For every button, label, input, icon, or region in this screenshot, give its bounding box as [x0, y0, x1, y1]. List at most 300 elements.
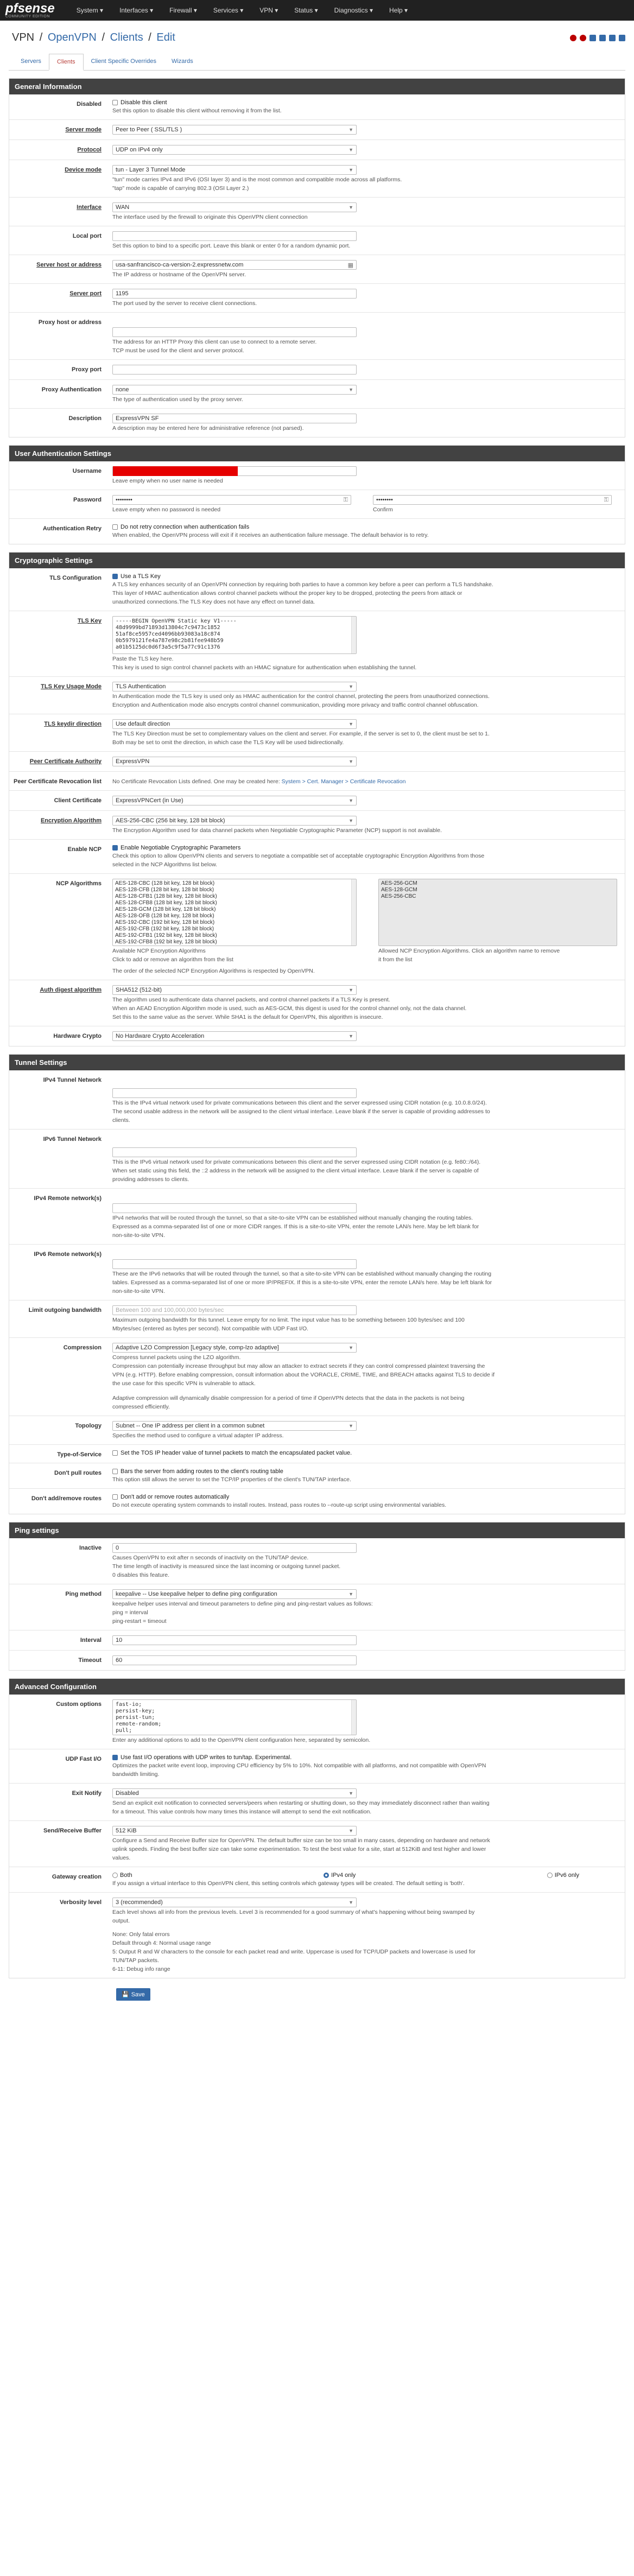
help-text: A TLS key enhances security of an OpenVPN connection by requiring both parties to have a common key before a peer can perform a TLS handshake. — [112, 581, 493, 588]
help-text: When enabled, the OpenVPN process will exit if it receives an authentication failure message. The default behavior is to retry. — [112, 532, 429, 538]
select-value: No Hardware Crypto Acceleration — [116, 1033, 205, 1039]
chevron-down-icon: ▼ — [348, 987, 353, 993]
chevron-down-icon: ▼ — [348, 721, 353, 727]
nav-menu-item[interactable]: System ▾ — [76, 7, 104, 14]
input-value: usa-sanfrancisco-ca-version-2.expressnetw.com — [116, 262, 244, 268]
help-text: 6-11: Debug info range — [112, 1966, 170, 1972]
nav-menu-item[interactable]: Interfaces ▾ — [119, 7, 154, 14]
field-label: Server mode — [65, 126, 102, 133]
help-text: Leave empty when no password is needed — [112, 506, 221, 513]
buffer-select[interactable] — [112, 1826, 357, 1836]
digest-select[interactable] — [112, 985, 357, 995]
autofill-icon: ▦ — [347, 262, 353, 269]
udp-fastio-checkbox[interactable] — [112, 1755, 118, 1760]
key-icon: ⚿ — [343, 496, 348, 503]
help-text: Adaptive compression will dynamically disable compression for a period of time if OpenVPN detects that the data in the packets is not being — [112, 1395, 465, 1401]
nav-menu-item[interactable]: VPN ▾ — [259, 7, 278, 14]
list-item: AES-128-CFB1 (128 bit key, 128 bit block) — [115, 893, 217, 899]
select-value: 3 (recommended) — [116, 1899, 163, 1906]
breadcrumb-vpn: VPN — [12, 31, 35, 43]
help-text: Enter any additional options to add to the OpenVPN client configuration here, separated by semicolon. — [112, 1737, 371, 1743]
ipv6-tunnel-input[interactable] — [112, 1147, 357, 1157]
field-label: Hardware Crypto — [53, 1033, 102, 1039]
input-value: •••••••• — [116, 497, 132, 503]
help-text: The IP address or hostname of the OpenVPN server. — [112, 271, 246, 278]
tls-key-checkbox[interactable] — [112, 574, 118, 579]
select-value: Peer to Peer ( SSL/TLS ) — [116, 126, 182, 133]
field-label: Server port — [69, 290, 102, 297]
help-text: The interface used by the firewall to originate this OpenVPN client connection — [112, 214, 308, 220]
logs-icon[interactable] — [599, 35, 606, 41]
help-text: VPN (e.g. HTTP). Before enabling compression, consult information about the VORACLE, CRIME, TIME, and BREACH attacks against TLS to decide if — [112, 1372, 495, 1378]
checkbox-label: Do not retry connection when authentication fails — [121, 524, 250, 530]
checkbox-label: Don't add or remove routes automatically — [121, 1494, 230, 1500]
help-text: ping-restart = timeout — [112, 1618, 167, 1625]
field-label: Protocol — [77, 147, 102, 153]
help-text: Both may be set to omit the direction, in which case the TLS Key will be used bidirectionally. — [112, 739, 344, 746]
field-label: Enable NCP — [67, 846, 102, 853]
top-navbar — [0, 0, 634, 21]
pfsense-logo[interactable] — [5, 3, 55, 18]
list-item: AES-192-CFB (192 bit key, 128 bit block) — [115, 926, 214, 932]
list-item: AES-256-GCM — [381, 880, 417, 886]
tab-servers[interactable]: Servers — [21, 58, 41, 65]
chevron-down-icon: ▼ — [348, 387, 353, 392]
textarea-line: fast-io; — [116, 1702, 142, 1708]
tls-key-row — [9, 611, 625, 677]
field-label: Compression — [63, 1344, 102, 1351]
ipv6-remote-input[interactable] — [112, 1259, 357, 1269]
help-text: Set this option to disable this client without removing it from the list. — [112, 107, 282, 114]
scrollbar[interactable] — [351, 1700, 356, 1735]
ncp-enable-row — [9, 840, 625, 874]
exit-notify-select[interactable] — [112, 1788, 357, 1798]
panel-title: Ping settings — [9, 1522, 625, 1538]
buffer-row — [9, 1821, 625, 1867]
chevron-down-icon: ▼ — [348, 1791, 353, 1796]
ncp-enable-checkbox[interactable] — [112, 845, 118, 851]
client-cert-row — [9, 791, 625, 811]
interval-input[interactable] — [112, 1635, 357, 1645]
breadcrumb — [12, 31, 175, 44]
username-input[interactable] — [112, 466, 357, 476]
field-label: TLS Key — [77, 618, 102, 624]
gw-ipv4-radio[interactable] — [324, 1873, 329, 1878]
verbosity-row — [9, 1893, 625, 1978]
interval-row — [9, 1630, 625, 1651]
peer-ca-row — [9, 752, 625, 772]
ipv4-tunnel-input[interactable] — [112, 1088, 357, 1098]
nav-menu-item[interactable]: Services ▾ — [213, 7, 244, 14]
help-text: This is the IPv6 virtual network used for private communications between this client and the server expressed using CIDR notation (e.g. fe80::/64). — [112, 1159, 481, 1165]
help-text: keepalive helper uses interval and timeout parameters to define ping and ping-restart values as follows: — [112, 1601, 373, 1607]
proxy-auth-select[interactable] — [112, 385, 357, 395]
textarea-line: pull; — [116, 1728, 132, 1734]
field-label: IPv4 Remote network(s) — [34, 1195, 102, 1202]
field-label: Description — [68, 415, 102, 422]
help-text: In Authentication mode the TLS key is used only as HMAC authentication for the control channel, protecting the peers from unauthorized connections. — [112, 693, 490, 700]
chevron-down-icon: ▼ — [348, 1828, 353, 1833]
field-label: Exit Notify — [72, 1790, 102, 1797]
field-label: Inactive — [79, 1545, 102, 1551]
chevron-down-icon: ▼ — [348, 1900, 353, 1905]
help-text: Send an explicit exit notification to connected servers/peers when restarting or shutting down, so they may immediately disconnect rather than waiting — [112, 1800, 490, 1806]
list-item: AES-128-CFB8 (128 bit key, 128 bit block) — [115, 900, 217, 906]
tab-clients[interactable]: Clients — [49, 54, 84, 71]
select-value: AES-256-CBC (256 bit key, 128 bit block) — [116, 817, 225, 824]
help-text: non-site-to-site VPN. — [112, 1232, 165, 1239]
tls-dir-select[interactable] — [112, 719, 357, 729]
list-item: AES-128-OFB (128 bit key, 128 bit block) — [115, 913, 214, 919]
chevron-down-icon: ▼ — [348, 205, 353, 210]
general-information-panel — [9, 78, 625, 437]
select-value: ExpressVPNCert (in Use) — [116, 797, 183, 804]
list-item: AES-192-CFB8 (192 bit key, 128 bit block) — [115, 939, 217, 945]
tab-wizards[interactable]: Wizards — [171, 58, 193, 65]
field-label: Client Certificate — [54, 797, 102, 804]
field-label: Proxy port — [71, 366, 102, 373]
field-label: Peer Certificate Authority — [29, 758, 102, 765]
tls-key-textarea[interactable] — [112, 616, 357, 654]
hwcrypto-row — [9, 1026, 625, 1046]
panel-title: Advanced Configuration — [9, 1679, 625, 1695]
exit-notify-row — [9, 1784, 625, 1821]
checkbox-label: Enable Negotiable Cryptographic Parameters — [121, 845, 241, 851]
disabled-checkbox[interactable] — [112, 100, 118, 105]
peer-ca-select[interactable] — [112, 757, 357, 766]
redacted-username — [113, 466, 238, 476]
textarea-line: persist-key; — [116, 1708, 155, 1714]
enc-algo-row — [9, 811, 625, 840]
help-text: 5: Output R and W characters to the console for each packet read and write. Uppercase is used for TCP/UDP packets and lowercase is used for — [112, 1949, 476, 1955]
select-value: WAN — [116, 204, 130, 211]
help-text: The TLS Key Direction must be set to complementary values on the client and server. For example, if the server is set to 0, the client must be set to 1. — [112, 731, 490, 737]
list-item: AES-128-CBC (128 bit key, 128 bit block) — [115, 880, 215, 886]
help-text: output. — [112, 1918, 130, 1924]
help-text: This is the IPv4 virtual network used for private communications between this client and the server expressed using CIDR notation (e.g. 10.0.8.0/24). — [112, 1100, 487, 1106]
help-text: Check this option to allow OpenVPN clients and servers to negotiate a compatible set of acceptable cryptographic Encryption Algorithms from those — [112, 853, 485, 859]
pull-routes-row — [9, 1463, 625, 1489]
select-value: UDP on IPv4 only — [116, 147, 163, 153]
logo-sub-text: COMMUNITY EDITION — [5, 14, 50, 18]
field-label: TLS Configuration — [49, 575, 102, 581]
field-label: Proxy Authentication — [41, 386, 102, 393]
password-input[interactable] — [112, 495, 351, 505]
ipv4-tunnel-row — [9, 1070, 625, 1130]
local-port-row — [9, 226, 625, 255]
field-label: Don't pull routes — [54, 1470, 102, 1476]
help-text: This layer of HMAC authentication allows control channel packets without the proper key to be dropped, protecting the peers from attack or — [112, 590, 462, 597]
checkbox-label: Use fast I/O operations with UDP writes to tun/tap. Experimental. — [121, 1754, 292, 1761]
user-auth-panel — [9, 445, 625, 544]
radio-label: Both — [120, 1872, 132, 1879]
logo-main-text: sense — [17, 1, 55, 16]
chevron-down-icon: ▼ — [348, 818, 353, 823]
help-icon[interactable] — [619, 35, 625, 41]
restart-service-icon[interactable] — [570, 35, 576, 41]
help-text: When an AEAD Encryption Algorithm mode is used, such as AES-GCM, this digest is used for the control channel only, not the data channel. — [112, 1005, 467, 1012]
save-label: Save — [131, 1991, 145, 1998]
select-value: Use default direction — [116, 721, 170, 727]
breadcrumb-clients[interactable]: Clients — [110, 31, 143, 43]
field-label: Local port — [72, 233, 102, 239]
select-value: 512 KiB — [116, 1828, 137, 1834]
password-row — [9, 490, 625, 519]
scrollbar[interactable] — [351, 617, 356, 653]
breadcrumb-sep: / — [39, 31, 43, 43]
help-text: ping = interval — [112, 1609, 148, 1616]
breadcrumb-sep: / — [102, 31, 105, 43]
field-label: Gateway creation — [52, 1874, 102, 1880]
status-icon[interactable] — [609, 35, 616, 41]
ncp-algo-row — [9, 874, 625, 980]
ipv4-remote-row — [9, 1189, 625, 1245]
help-text: None: Only fatal errors — [112, 1931, 170, 1938]
textarea-line: 51af8ce5957ced4096bb93083a18c874 — [116, 631, 220, 637]
help-text: Default through 4: Normal usage range — [112, 1940, 211, 1946]
server-host-input[interactable] — [112, 260, 357, 270]
input-value: 10 — [116, 1637, 123, 1644]
input-value: •••••••• — [376, 497, 393, 503]
panel-title: Tunnel Settings — [9, 1055, 625, 1070]
field-label: NCP Algorithms — [56, 880, 102, 887]
timeout-row — [9, 1651, 625, 1670]
nav-menu-item[interactable]: Firewall ▾ — [169, 7, 197, 14]
proxy-port-input[interactable] — [112, 365, 357, 375]
description-input[interactable] — [112, 414, 357, 423]
tab-bar — [9, 54, 625, 71]
tls-dir-row — [9, 714, 625, 752]
help-text: This option still allows the server to set the TCP/IP properties of the client's TUN/TAP interface. — [112, 1476, 351, 1483]
panel-title: User Authentication Settings — [9, 446, 625, 461]
textarea-line: remote-random; — [116, 1721, 162, 1727]
field-label: Auth digest algorithm — [40, 987, 102, 993]
topology-select[interactable] — [112, 1421, 357, 1431]
help-text: bandwidth limiting. — [112, 1771, 160, 1778]
field-label: IPv4 Tunnel Network — [43, 1077, 102, 1083]
interface-select[interactable] — [112, 202, 357, 212]
help-text: Allowed NCP Encryption Algorithms. Click an algorithm name to remove — [378, 948, 560, 954]
help-text: Leave empty when no user name is needed — [112, 478, 223, 484]
field-label: Type-of-Service — [57, 1451, 102, 1458]
tab-client-specific-overrides[interactable]: Client Specific Overrides — [91, 58, 156, 65]
field-label: Custom options — [56, 1701, 102, 1708]
breadcrumb-bar — [0, 21, 634, 49]
textarea-line: 0b5979121fe4a787e98c2b81fee948b59 — [116, 638, 224, 644]
checkbox-label: Use a TLS Key — [121, 573, 161, 580]
help-text: Expressed as a comma-separated list of one or more CIDR ranges. If this is a site-to-site VPN, enter the remote LAN/s here. May be left blank for — [112, 1223, 479, 1230]
help-text: A description may be entered here for administrative reference (not parsed). — [112, 425, 304, 432]
field-label: IPv6 Remote network(s) — [34, 1251, 102, 1258]
auth-retry-row — [9, 519, 625, 544]
panel-title: General Information — [9, 79, 625, 94]
chevron-down-icon: ▼ — [348, 127, 353, 132]
select-value: Adaptive LZO Compression [Legacy style, comp-lzo adaptive] — [116, 1344, 279, 1351]
field-label: Password — [73, 497, 102, 503]
help-text: This key is used to sign control channel packets with an HMAC signature for authentication when establishing the tunnel. — [112, 664, 417, 671]
field-label: Limit outgoing bandwidth — [28, 1307, 102, 1314]
chevron-down-icon: ▼ — [348, 798, 353, 803]
help-text: "tun" mode carries IPv4 and IPv6 (OSI layer 3) and is the most common and compatible mode across all platforms. — [112, 176, 402, 183]
chevron-down-icon: ▼ — [348, 1033, 353, 1039]
field-label: Username — [72, 468, 102, 474]
input-value: 60 — [116, 1657, 123, 1664]
help-text: Configure a Send and Receive Buffer size for OpenVPN. The default buffer size can be too small in many cases, depending on hardware and network — [112, 1837, 490, 1844]
ncp-allowed-list[interactable] — [378, 879, 617, 946]
help-text: for a timeout. This value controls how many times this instance will attempt to send the exit notification. — [112, 1809, 372, 1815]
list-item: AES-128-GCM (128 bit key, 128 bit block) — [115, 906, 216, 912]
help-text: it from the list — [378, 956, 413, 963]
nav-menu-item[interactable]: Status ▾ — [294, 7, 318, 14]
crl-text: No Certificate Revocation Lists defined. One may be created here: — [112, 778, 282, 785]
select-value: keepalive -- Use keepalive helper to define ping configuration — [116, 1591, 277, 1597]
nav-menu-item[interactable]: Help ▾ — [389, 7, 408, 14]
chevron-down-icon: ▼ — [348, 1345, 353, 1350]
help-text: values. — [112, 1855, 131, 1861]
device-mode-select[interactable] — [112, 165, 357, 175]
crl-link[interactable]: System > Cert. Manager > Certificate Revocation — [281, 778, 406, 785]
bandwidth-input[interactable] — [112, 1305, 357, 1315]
help-text: Paste the TLS key here. — [112, 656, 174, 662]
custom-options-textarea[interactable] — [112, 1699, 357, 1735]
help-text: "tap" mode is capable of carrying 802.3 (OSI Layer 2.) — [112, 185, 249, 192]
field-label: UDP Fast I/O — [65, 1756, 102, 1762]
settings-icon[interactable] — [589, 35, 596, 41]
help-text: The time length of inactivity is measured since the last incoming or outgoing tunnel packet. — [112, 1563, 341, 1570]
password-confirm-input[interactable] — [373, 495, 612, 505]
input-value: ExpressVPN SF — [116, 415, 159, 422]
help-text: 0 disables this feature. — [112, 1572, 170, 1578]
server-host-row — [9, 255, 625, 284]
checkbox-label: Bars the server from adding routes to the client's routing table — [121, 1468, 283, 1475]
help-text: TUN/TAP packets. — [112, 1957, 159, 1964]
protocol-row — [9, 140, 625, 160]
help-text: The algorithm used to authenticate data channel packets, and control channel packets if a TLS Key is present. — [112, 997, 390, 1003]
help-text: Compress tunnel packets using the LZO algorithm. — [112, 1354, 241, 1361]
list-item: AES-256-CBC — [381, 893, 416, 899]
help-text: TCP must be used for the client and server protocol. — [112, 347, 244, 354]
list-item: AES-128-CFB (128 bit key, 128 bit block) — [115, 887, 214, 893]
radio-label: IPv4 only — [331, 1872, 356, 1879]
help-text: The port used by the server to receive client connections. — [112, 300, 257, 307]
ping-method-select[interactable] — [112, 1589, 357, 1599]
select-value: none — [116, 386, 129, 393]
key-icon: ⚿ — [604, 496, 608, 503]
proxy-host-row — [9, 313, 625, 360]
help-text: The type of authentication used by the proxy server. — [112, 396, 244, 403]
field-label: Disabled — [77, 101, 102, 107]
server-mode-select[interactable] — [112, 125, 357, 135]
save-icon: 💾 — [122, 1991, 129, 1998]
udp-fastio-row — [9, 1749, 625, 1784]
chevron-down-icon: ▼ — [348, 759, 353, 764]
verbosity-select[interactable] — [112, 1898, 357, 1907]
auth-retry-checkbox[interactable] — [112, 524, 118, 530]
gw-both-radio[interactable] — [112, 1873, 118, 1878]
stop-service-icon[interactable] — [580, 35, 586, 41]
advanced-config-panel — [9, 1678, 625, 1978]
field-label: Don't add/remove routes — [31, 1495, 102, 1502]
scrollbar[interactable] — [351, 879, 356, 946]
timeout-input[interactable] — [112, 1655, 357, 1665]
breadcrumb-edit[interactable]: Edit — [156, 31, 175, 43]
protocol-select[interactable] — [112, 145, 357, 155]
textarea-line: a01b5125dc0d6f3a5c9f5a77c91c1376 — [116, 644, 220, 650]
radio-label: IPv6 only — [554, 1872, 579, 1879]
nav-menu-item[interactable]: Diagnostics ▾ — [334, 7, 373, 14]
input-value: 0 — [116, 1545, 119, 1551]
field-label: Interface — [77, 204, 102, 211]
chevron-down-icon: ▼ — [348, 1591, 353, 1597]
local-port-input[interactable] — [112, 231, 357, 241]
cryptographic-panel — [9, 552, 625, 1046]
select-value: SHA512 (512-bit) — [116, 987, 162, 993]
description-row — [9, 409, 625, 437]
field-label: Timeout — [78, 1657, 102, 1664]
tls-config-row — [9, 568, 625, 611]
field-label: TLS keydir direction — [44, 721, 102, 727]
save-button[interactable] — [116, 1988, 150, 2001]
server-port-input[interactable] — [112, 289, 357, 299]
inactive-input[interactable] — [112, 1543, 357, 1553]
ncp-available-list[interactable] — [112, 879, 357, 946]
textarea-line: 48d9999bd71893d13804c7c9473c1852 — [116, 625, 220, 631]
tunnel-settings-panel — [9, 1054, 625, 1514]
checkbox-label: Set the TOS IP header value of tunnel packets to match the encapsulated packet value. — [121, 1450, 352, 1456]
ipv4-remote-input[interactable] — [112, 1203, 357, 1213]
list-item: AES-192-CBC (192 bit key, 128 bit block) — [115, 919, 215, 925]
tls-usage-select[interactable] — [112, 682, 357, 691]
help-text: unauthorized connections.The TLS Key does not have any effect on tunnel data. — [112, 599, 315, 605]
disabled-row — [9, 94, 625, 120]
help-text: Available NCP Encryption Algorithms — [112, 948, 206, 954]
logo-pf-text: pf — [5, 1, 18, 16]
help-text: Each level shows all info from the previous levels. Level 3 is recommended for a good summary of what's happening without being swamped by — [112, 1909, 475, 1915]
field-label: Verbosity level — [59, 1899, 102, 1906]
help-text: Optimizes the packet write event loop, improving CPU efficiency by 5% to 10%. Not compatible with all platforms, and not compatible with OpenVPN — [112, 1762, 486, 1769]
help-text: Set this option to bind to a specific port. Leave this blank or enter 0 for a random dynamic port. — [112, 243, 351, 249]
proxy-port-row — [9, 360, 625, 380]
help-text: These are the IPv6 networks that will be routed through the tunnel, so that a site-to-site VPN can be established without manually changing the routing — [112, 1271, 492, 1277]
noadd-routes-checkbox[interactable] — [112, 1494, 118, 1500]
field-label: Send/Receive Buffer — [43, 1828, 102, 1834]
help-text: Compression can potentially increase throughput but may allow an attacker to extract secrets if they can control compressed plaintext traversing the — [112, 1363, 485, 1369]
help-text: The order of the selected NCP Encryption Algorithms is respected by OpenVPN. — [112, 968, 315, 974]
tos-checkbox[interactable] — [112, 1450, 118, 1456]
compression-select[interactable] — [112, 1343, 357, 1353]
help-text: When set static using this field, the ::2 address in the network will be assigned to the client virtual interface. Leave blank if the server is capable of — [112, 1168, 479, 1174]
client-cert-select[interactable] — [112, 796, 357, 805]
pull-routes-checkbox[interactable] — [112, 1469, 118, 1474]
enc-algo-select[interactable] — [112, 816, 357, 826]
topology-row — [9, 1416, 625, 1445]
hwcrypto-select[interactable] — [112, 1031, 357, 1041]
select-value: Subnet -- One IP address per client in a common subnet — [116, 1423, 265, 1429]
select-value: Disabled — [116, 1790, 139, 1797]
tls-usage-row — [9, 677, 625, 714]
list-item: AES-192-CFB1 (192 bit key, 128 bit block) — [115, 932, 217, 938]
tos-row — [9, 1445, 625, 1463]
ping-settings-panel — [9, 1522, 625, 1671]
server-mode-row — [9, 120, 625, 140]
device-mode-row — [9, 160, 625, 198]
proxy-host-input[interactable] — [112, 327, 357, 337]
breadcrumb-openvpn[interactable]: OpenVPN — [47, 31, 97, 43]
gw-ipv6-radio[interactable] — [547, 1873, 553, 1878]
select-value: ExpressVPN — [116, 758, 150, 765]
field-label: Device mode — [65, 167, 102, 173]
help-text: The address for an HTTP Proxy this client can use to connect to a remote server. — [112, 339, 317, 345]
